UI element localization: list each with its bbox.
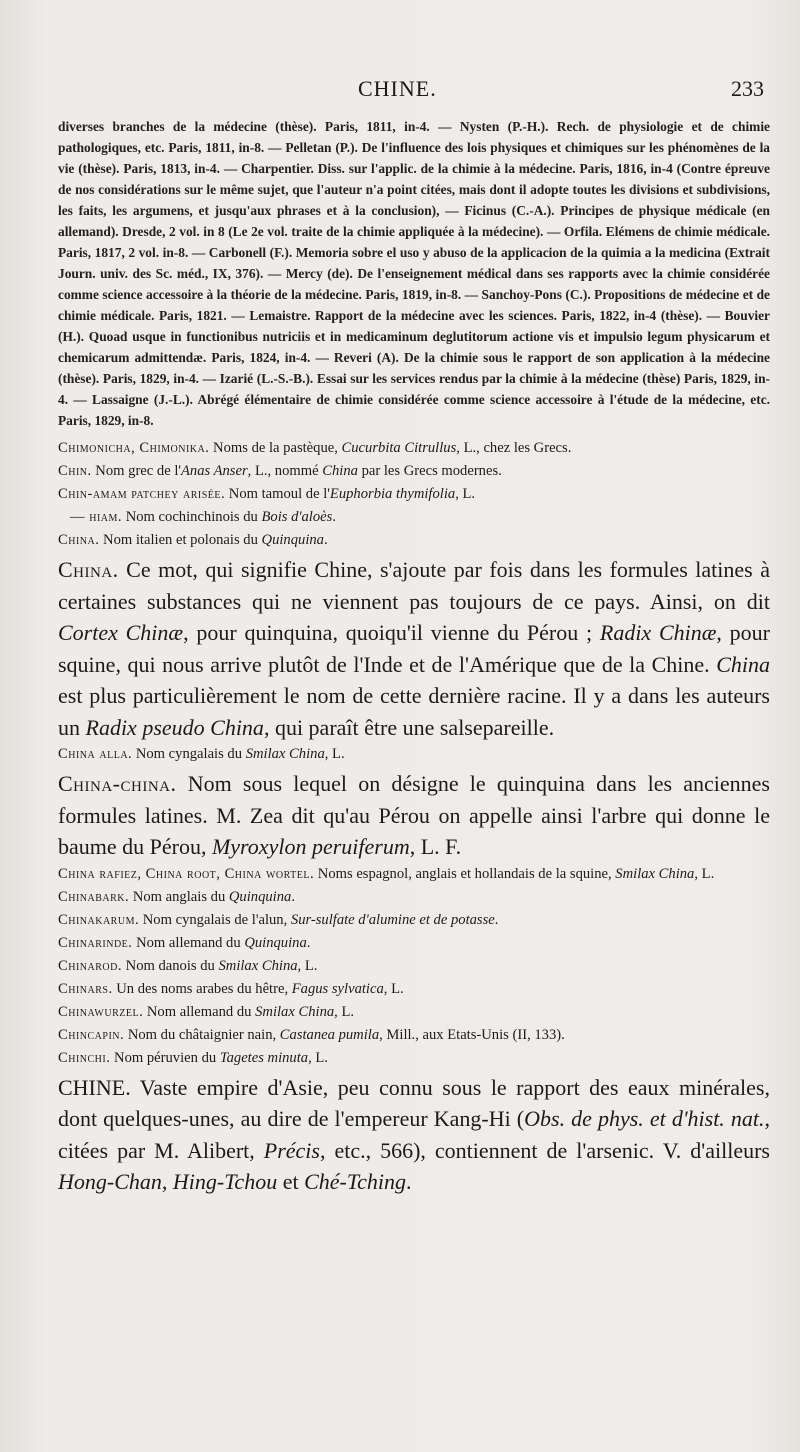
headword: China-china. — [58, 771, 177, 796]
entry-chimonicha — [58, 437, 770, 460]
entry-text: , L. F. — [409, 834, 462, 859]
latin-name: Quinquina — [261, 532, 324, 548]
entry-tail: , L. — [324, 746, 345, 762]
latin-name: Castanea pumila — [279, 1026, 380, 1043]
page-header — [58, 76, 770, 116]
entry-mid: , L., nommé — [247, 463, 323, 479]
entry-china-china — [58, 768, 770, 863]
headword: — hiam. — [70, 509, 123, 525]
entry-tail: . — [332, 509, 336, 525]
entry-text: Nom cyngalais de l'alun, — [139, 911, 291, 928]
bibliography-block — [58, 116, 770, 431]
latin-name: Quinquina — [244, 934, 307, 951]
latin-name: Sur-sulfate d'alumine et de potasse — [290, 911, 495, 928]
entry-chinchi — [58, 1047, 770, 1070]
entry-chinars — [58, 978, 770, 1001]
entry-tail: , Mill., aux Etats-Unis (II, 133). — [379, 1026, 565, 1043]
entry-text: et — [277, 1169, 305, 1194]
latin-name: Anas Anser — [181, 463, 248, 479]
entry-text: Nom tamoul de l' — [225, 486, 330, 502]
entry-text: , — [161, 1169, 173, 1194]
entry-china-rafiez — [58, 863, 770, 886]
latin-name: Quinquina — [228, 888, 292, 905]
entry-chine — [58, 1072, 770, 1198]
entry-text: . — [405, 1169, 412, 1194]
entry-text: est plus particulièrement le nom de cette dernière racine. Il y a dans les auteurs un — [58, 683, 770, 740]
entry-text: Nom du châtaignier nain, — [124, 1026, 280, 1043]
latin-name: Euphorbia thymifolia — [329, 486, 456, 502]
latin-name: Fagus sylvatica — [291, 980, 384, 997]
headword: China. — [58, 557, 119, 582]
entry-tail: , L. — [297, 957, 318, 974]
entry-text: , pour squine, qui nous arrive plutôt de l'Inde et de l'Amérique que de la Chine. — [58, 620, 771, 677]
entry-text: Noms espagnol, anglais et hollandais de la squine, — [314, 865, 616, 882]
entry-text: , etc., 566), contiennent de l'arsenic. V. d'ailleurs — [319, 1137, 770, 1163]
entry-tail: , L. — [334, 1003, 355, 1020]
latin-name: Cortex Chinæ — [58, 620, 184, 645]
entry-text: Nom allemand du — [143, 1003, 256, 1020]
headword: Chinchi. — [58, 1049, 111, 1066]
entry-chin-amam — [58, 483, 770, 506]
entry-text: Nom cochinchinois du — [122, 509, 262, 525]
latin-name: Smilax China — [218, 957, 298, 974]
page-number: 233 — [731, 76, 764, 101]
entry-text: Nom anglais du — [129, 888, 229, 905]
entry-text: Nom grec de l' — [91, 463, 182, 479]
latin-name: Myroxylon peruiferum — [211, 834, 410, 859]
citation-title: Obs. de phys. et d'hist. nat. — [524, 1106, 765, 1131]
headword: Chinakarum. — [58, 911, 140, 928]
entry-china-alla — [58, 743, 770, 766]
entry-tail: , L. — [455, 486, 476, 502]
latin-name: Tagetes minuta — [219, 1049, 309, 1066]
entry-text: Vaste empire d'Asie, peu connu sous le rapport des eaux minérales, dont quelques-unes, au dire de l'empereur Kang-Hi ( — [58, 1074, 770, 1131]
cross-reference: Hong-Chan — [58, 1169, 162, 1194]
latin-name: Cucurbita Citrullus — [341, 440, 457, 456]
entry-text: , citées par M. Alibert, — [58, 1106, 770, 1163]
entry-hiam — [58, 506, 770, 529]
entry-chinabark — [58, 886, 770, 909]
cross-reference: Ché-Tching — [304, 1169, 406, 1194]
latin-name: Smilax China — [255, 1003, 335, 1020]
entry-text: Nom italien et polonais du — [99, 532, 262, 548]
entry-text: Nom cyngalais du — [132, 746, 246, 762]
latin-name: China — [716, 651, 770, 677]
headword: Chincapin. — [58, 1026, 125, 1043]
headword: China alla. — [58, 746, 133, 762]
entry-chinawurzel — [58, 1001, 770, 1024]
entry-tail: par les Grecs modernes. — [357, 463, 502, 479]
latin-name: Smilax China — [615, 865, 695, 882]
latin-name: Bois d'aloès — [261, 509, 333, 525]
headword: Chin-amam patchey arisée. — [58, 486, 226, 502]
entry-tail: , L., chez les Grecs. — [456, 440, 572, 456]
cross-reference: Hing-Tchou — [172, 1169, 278, 1194]
entry-text: Un des noms arabes du hêtre, — [112, 980, 292, 997]
latin-name-2: China — [322, 463, 358, 479]
headword: Chinars. — [58, 980, 113, 997]
latin-name: Radix Chinæ — [599, 620, 717, 645]
entry-chinakarum — [58, 909, 770, 932]
entry-tail: . — [291, 888, 295, 905]
entry-chinarod — [58, 955, 770, 978]
latin-name: Smilax China — [245, 746, 325, 762]
entry-text: Nom allemand du — [132, 934, 245, 951]
headword: Chinabark. — [58, 888, 130, 905]
entry-text: Ce mot, qui signifie Chine, s'ajoute par fois dans les formules latines à certaines substances qui ne viennent pas toujours de ce pays. Ainsi, on dit — [58, 557, 770, 614]
entry-tail: , L. — [694, 865, 715, 882]
headword: CHINE. — [58, 1074, 131, 1100]
entry-text: , qui paraît être une salsepareille. — [263, 714, 555, 740]
entry-chin — [58, 460, 770, 483]
entry-chinarinde — [58, 932, 770, 955]
latin-name: Radix pseudo China — [85, 714, 264, 740]
headword: China rafiez, China root, China wortel. — [58, 865, 315, 882]
entry-text: Nom danois du — [122, 957, 219, 974]
entry-text: , pour quinquina, quoiqu'il vienne du Pérou ; — [183, 620, 600, 645]
entry-tail: . — [323, 532, 328, 548]
headword: Chinawurzel. — [58, 1003, 144, 1020]
headword: Chimonicha, Chimonika. — [58, 440, 210, 456]
headword: Chinarinde. — [58, 934, 133, 951]
entry-text: Nom péruvien du — [110, 1049, 220, 1066]
entry-chincapin — [58, 1024, 770, 1047]
entry-china-italian — [58, 529, 770, 552]
entry-tail: . — [494, 911, 499, 928]
citation-title: Précis — [263, 1137, 320, 1163]
entry-tail: , L. — [383, 980, 404, 997]
headword: China. — [58, 532, 100, 548]
entry-tail: , L. — [308, 1049, 328, 1066]
headword: Chinarod. — [58, 957, 122, 974]
running-title: CHINE. — [358, 76, 437, 101]
bibliography-text: diverses branches de la médecine (thèse). Paris, 1811, in-4. — Nysten (P.-H.). Rech. de physiologie et de chimie pathologiques, etc. Paris, 1811, in-8. — Pelletan (P.). De l'influence des lois physiques et chimiques sur les phénomènes de la vie (thèse). Paris, 1813, in-4. — Charpentier. Diss. sur l'applic. de la chimie à la médecine. Paris, 1816, in-4 (Contre épreuve de nos considérations sur le même sujet, que l'auteur n'a point citées, mais dont il adopte toutes les divisions et subdivisions, les faits, les argumens, et jusqu'aux phrases et à la conclusion), — Ficinus (C.-A.). Principes de physique médicale (en allemand). Dresde, 2 vol. in 8 (Le 2e vol. traite de la chimie appliquée à la médecine). — Orfila. Elémens de chimie médicale. Paris, 1817, 2 vol. in-8. — Carbonell (F.). Memoria sobre el uso y abuso de la applicacion de la quimia a la medicina (Extrait Journ. univ. des Sc. méd., IX, 376). — Mercy (de). De l'enseignement médical dans ses rapports avec la chimie considérée comme science accessoire à la théorie de la médecine. Paris, 1819, in-8. — Sanchoy-Pons (C.). Propositions de médecine et de chimie médicale. Paris, 1821. — Lemaistre. Rapport de la médecine avec les sciences. Paris, 1822, in-4 (thèse). — Bouvier (H.). Quoad usque in functionibus nutriciis et in medicaminum deglutitorum actione vis et impulsio legum physicarum et chemicarum admittendæ. Paris, 1824, in-4. — Reveri (A). De la chimie sous le rapport de son application à la médecine (thèse). Paris, 1829, in-4. — Izarié (L.-S.-B.). Essai sur les services rendus par la chimie à la médecine (thèse) Paris, 1829, in-4. — Lassaigne (J.-L.). Abrégé élémentaire de chimie considérée comme science accessoire à l'étude de la médecine, etc. Paris, 1829, in-8. — [58, 119, 770, 428]
entry-text: Nom sous lequel on désigne le quinquina dans les anciennes formules latines. M. Zea dit qu'au Pérou on appelle ainsi l'arbre qui donne le baume du Pérou, — [58, 771, 770, 859]
entry-china-main — [58, 554, 770, 743]
entry-tail: . — [306, 934, 311, 951]
headword: Chin. — [58, 463, 92, 479]
entry-text: Noms de la pastèque, — [209, 440, 342, 456]
